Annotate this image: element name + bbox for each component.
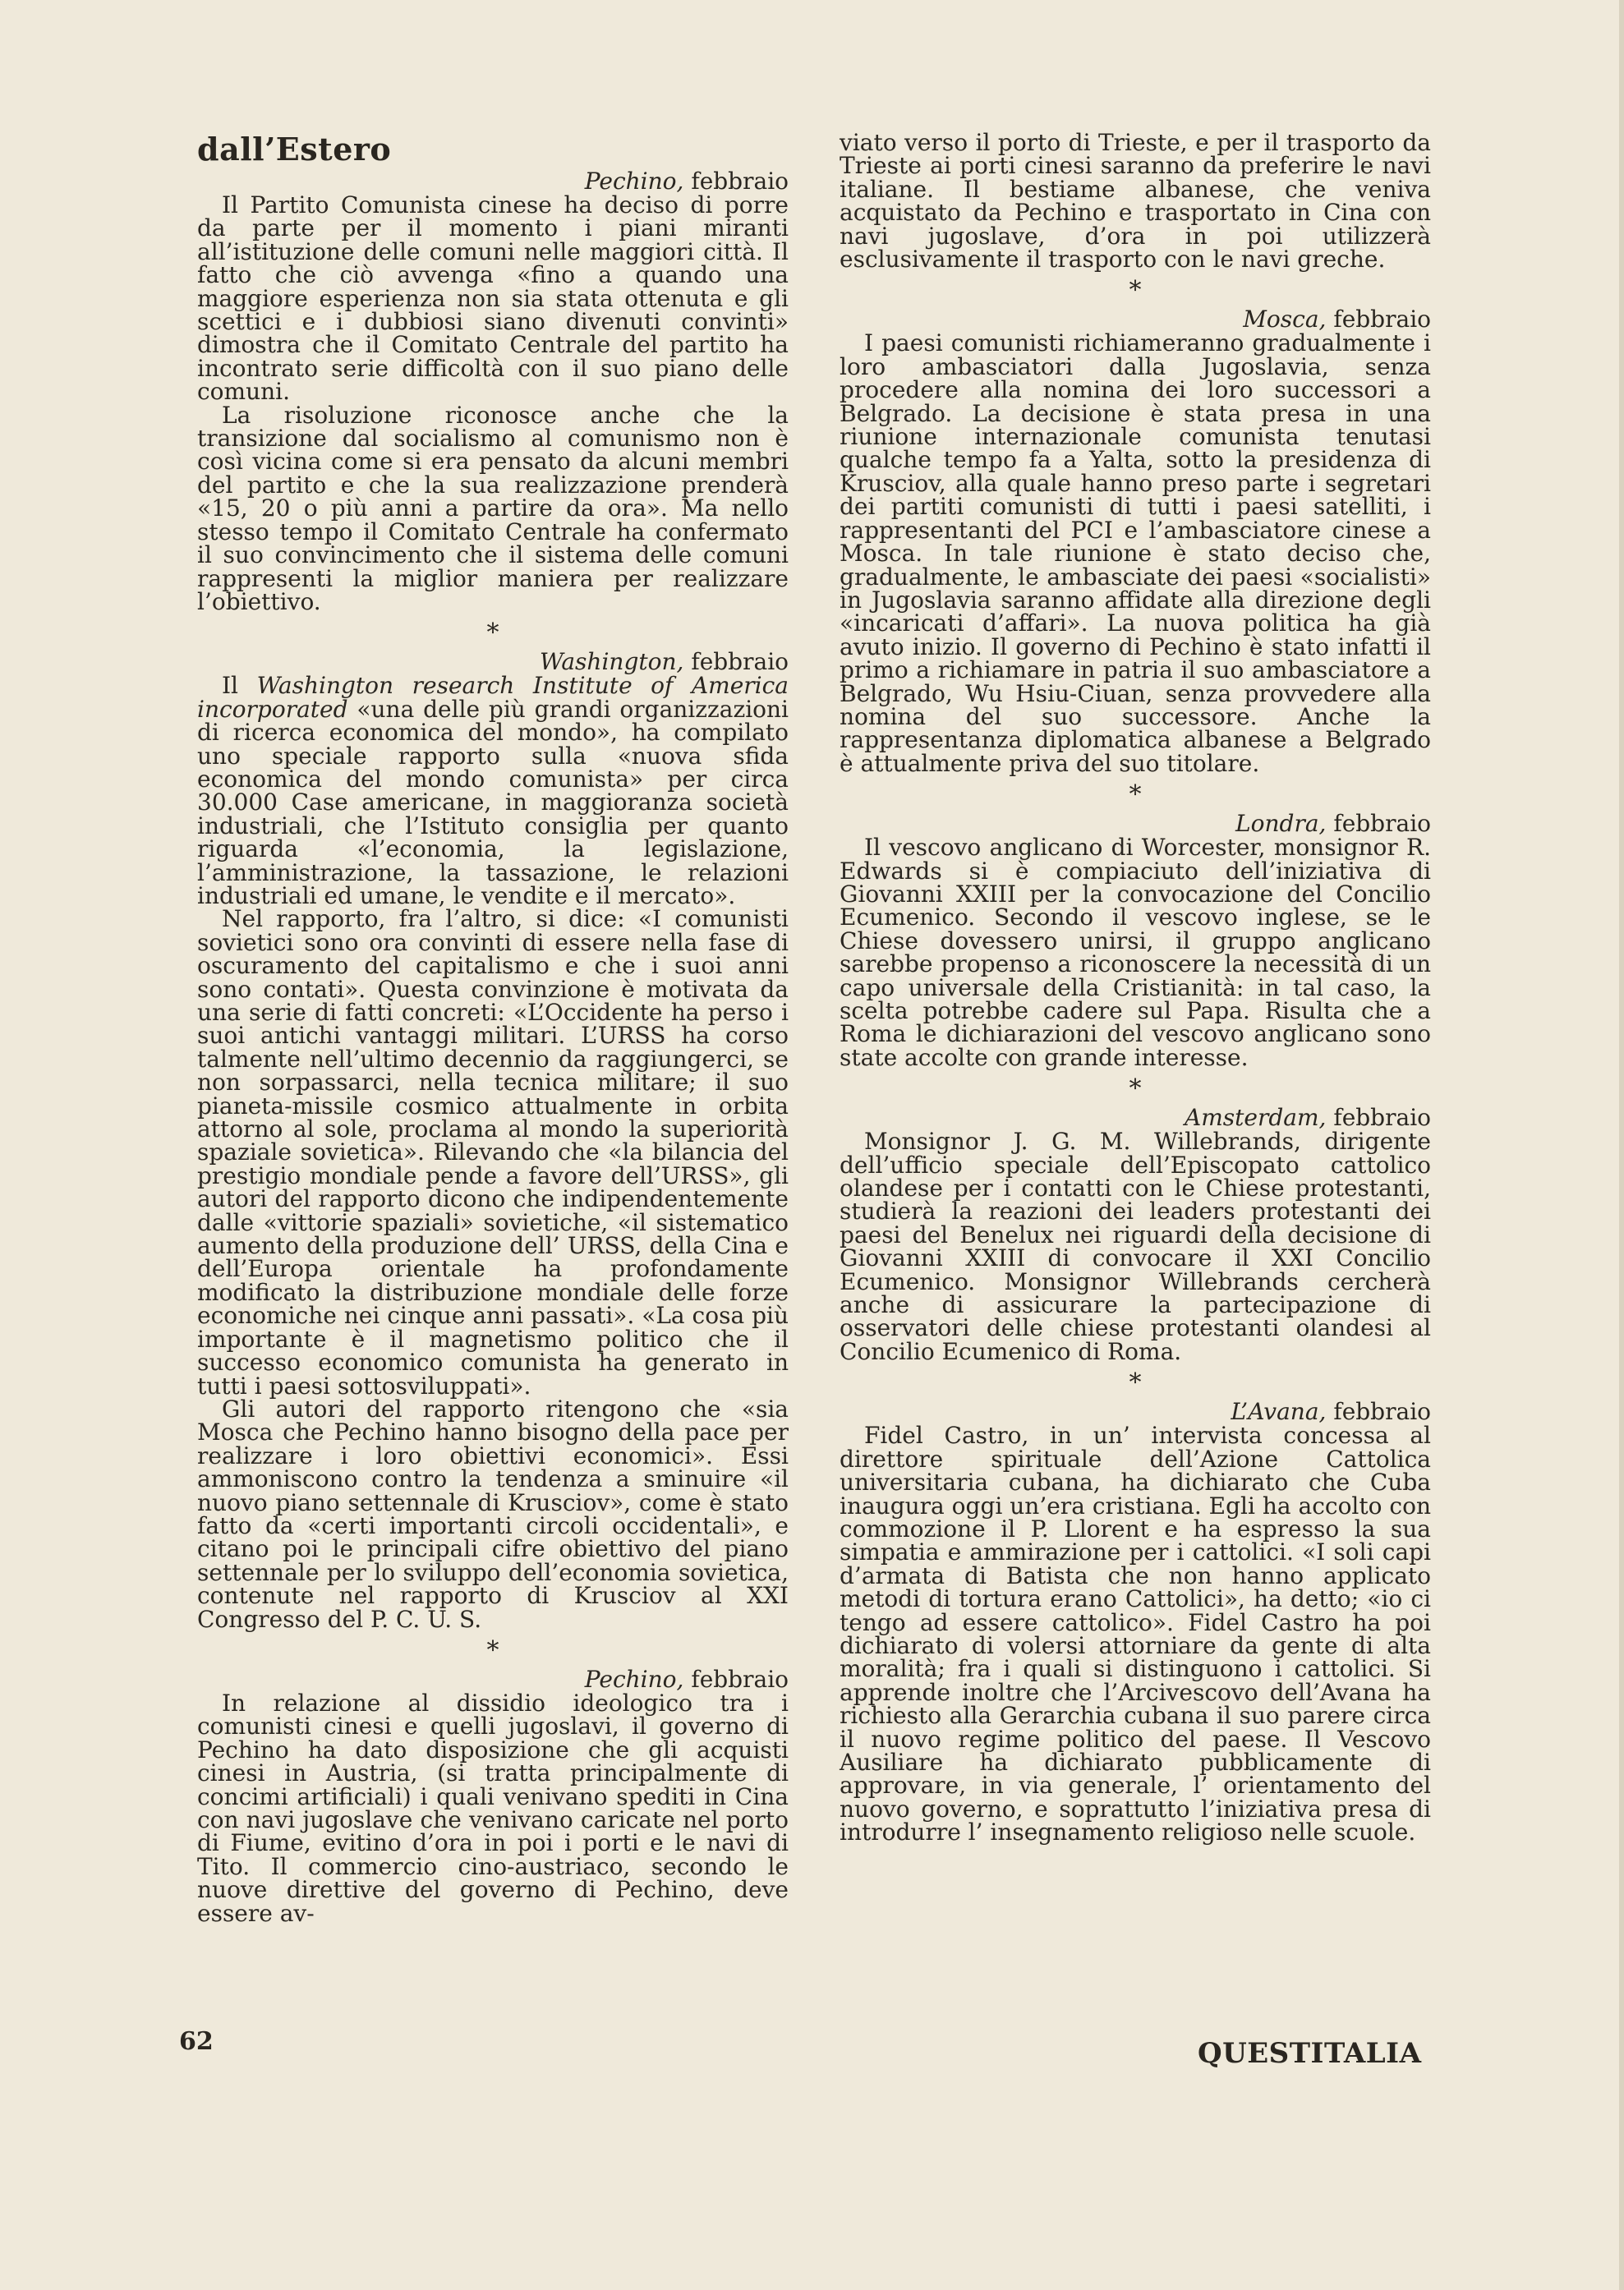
paragraph: Nel rapporto, fra l’altro, si dice: «I comunisti sovietici sono ora convinti di essere nella fase di oscuramento del capitalismo e che i suoi anni sono contati». Questa convinzione è motivata da una serie di fatti concreti: «L’Occidente ha perso i suoi antichi vantaggi militari. L’URSS ha corso talmente nell’ultimo decennio da raggiungerci, se non sorpassarci, nella tecnica militare; il suo pianeta-missile cosmico attualmente in orbita attorno al sole, proclama al mondo la superiorità spaziale sovietica». Rilevando che «la bilancia del prestigio mondiale pende a favore dell’URSS», gli autori del rapporto dicono che indipendentemente dalle «vittorie spaziali» sovietiche, «il sistematico aumento della produzione dell’ URSS, della Cina e dell’Europa orientale ha profondamente modificato la distribuzione mondiale delle forze economiche nei cinque anni passati». «La cosa più importante è il magnetismo politico che il successo economico comunista ha generato in tutti i paesi sottosviluppati». (197, 905, 789, 1400)
news-item-amsterdam (840, 1106, 1431, 1363)
dateline (197, 650, 789, 674)
paragraph-rest: «una delle più grandi organizzazioni di ricerca economica del mondo», ha compilato uno speciale rapporto sulla «nuova sfida economica del mondo comunista» per circa 30.000 Case americane, in maggioranza società industriali, che l’Istituto consiglia per quanto riguarda «l’economia, la legislazione, l’amministrazione, la tassazione, le relazioni industriali ed umane, le vendite e il mercato». (197, 695, 789, 909)
dateline-month: febbraio (691, 168, 789, 195)
paragraph: Monsignor J. G. M. Willebrands, dirigente dell’ufficio speciale dell’Episcopato cattolico olandese per i contatti con le Chiese protestanti, studierà la reazioni dei leaders protestanti dei paesi del Benelux nei riguardi della decisione di Giovanni XXIII di convocare il XXI Concilio Ecumenico. Monsignor Willebrands cercherà anche di assicurare la partecipazione di osservatori delle chiese protestanti olandesi al Concilio Ecumenico di Roma. (840, 1128, 1431, 1365)
dateline-month: febbraio (1333, 1398, 1431, 1426)
dateline (840, 307, 1431, 332)
news-item-avana (840, 1400, 1431, 1844)
dateline-place: Washington, (540, 648, 684, 676)
dateline-month: febbraio (1333, 810, 1431, 838)
dateline (840, 1106, 1431, 1130)
dateline (840, 812, 1431, 836)
news-item-pechino-1 (197, 169, 789, 614)
separator-asterisk: * (486, 618, 499, 648)
continued-paragraph: viato verso il porto di Trieste, e per il trasporto da Trieste ai porti cinesi saranno da preferire le navi italiane. Il bestiame albanese, che veniva acquistato da Pechino e trasportato in Cina con navi jugoslave, d’ora in poi utilizzerà esclusivamente il trasporto con le navi greche. (840, 129, 1431, 274)
news-item-londra (840, 812, 1431, 1069)
news-item-pechino-2 (197, 1667, 789, 1925)
news-item-washington (197, 650, 789, 1631)
dateline-month: febbraio (1333, 1104, 1431, 1132)
dateline-place: Amsterdam, (1185, 1104, 1327, 1132)
separator-asterisk: * (1129, 1074, 1142, 1104)
dateline-place: L’Avana, (1231, 1398, 1327, 1426)
paragraph: I paesi comunisti richiameranno gradualmente i loro ambasciatori dalla Jugoslavia, senza procedere alla nomina dei loro successori a Belgrado. La decisione è stata presa in una riunione internazionale comunista tenutasi qualche tempo fa a Yalta, sotto la presidenza di Krusciov, alla quale hanno preso parte i segretari dei partiti comunisti di tutti i paesi satelliti, i rappresentanti del PCI e l’ambasciatore cinese a Mosca. In tale riunione è stato deciso che, gradualmente, le ambasciate dei paesi «socialisti» in Jugoslavia saranno affidate alla direzione degli «incaricati d’affari». La nuova politica ha già avuto inizio. Il governo di Pechino è stato infatti il primo a richiamare in patria il suo ambasciatore a Belgrado, Wu Hsiu-Ciuan, senza provvedere alla nomina del suo successore. Anche la rappresentanza diplomatica albanese a Belgrado è attualmente priva del suo titolare. (840, 329, 1431, 777)
paragraph: Il Partito Comunista cinese ha deciso di porre da parte per il momento i piani miranti all’istituzione delle comuni nelle maggiori città. Il fatto che ciò avvenga «fino a quando una maggiore esperienza non sia stata ottenuta e gli scettici e i dubbiosi siano divenuti convinti» dimostra che il Comitato Centrale del partito ha incontrato serie difficoltà con il suo piano delle comuni. (197, 191, 789, 406)
paragraph: In relazione al dissidio ideologico tra i comunisti cinesi e quelli jugoslavi, il governo di Pechino ha dato disposizione che gli acquisti cinesi in Austria, (si tratta principalmente di concimi artificiali) i quali venivano spediti in Cina con navi jugoslave che venivano caricate nel porto di Fiume, evitino d’ora in poi i porti e le navi di Tito. Il commercio cino-austriaco, secondo le nuove direttive del governo di Pechino, deve essere av- (197, 1689, 789, 1927)
right-column (840, 131, 1431, 1848)
dateline-place: Londra, (1235, 810, 1327, 838)
paragraph: Fidel Castro, in un’ intervista concessa al direttore spirituale dell’Azione Cattolica universitaria cubana, ha dichiarato che Cuba inaugura oggi un’era cristiana. Egli ha accolto con commozione il P. Llorent e ha espresso la sua simpatia e ammirazione per i cattolici. «I soli capi d’armata di Batista che non hanno applicato metodi di tortura erano Cattolici», ha detto; «io ci tengo ad essere cattolico». Fidel Castro ha poi dichiarato di volersi attorniare da gente di alta moralità; fra i quali si distinguono i cattolici. Si apprende inoltre che l’Arcivescovo dell’Avana ha richiesto alla Gerarchia cubana il suo parere circa il nuovo regime politico del paese. Il Vescovo Ausiliare ha dichiarato pubblicamente di approvare, in via generale, l’ orientamento del nuovo governo, e soprattutto l’iniziativa presa di introdurre l’ insegnamento religioso nelle scuole. (840, 1422, 1431, 1846)
column-title: dall’Estero (197, 131, 392, 168)
dateline-place: Pechino, (584, 168, 684, 195)
separator-asterisk: * (1129, 1368, 1142, 1398)
news-item-mosca (840, 307, 1431, 775)
institute-name: Washington research Institute of America incorporated (197, 672, 789, 723)
separator-asterisk: * (486, 1635, 499, 1665)
separator-asterisk: * (1129, 780, 1142, 810)
dateline-month: febbraio (1333, 306, 1431, 333)
paragraph (197, 674, 789, 908)
magazine-name: QUESTITALIA (1198, 2037, 1422, 2070)
paragraph: Il vescovo anglicano di Worcester, monsignor R. Edwards si è compiaciuto dell’iniziativa di Giovanni XXIII per la convocazione del Concilio Ecumenico. Secondo il vescovo inglese, se le Chiese dovessero unirsi, il gruppo anglicano sarebbe propenso a riconoscere la necessità di un capo universale della Cristianità: in tal caso, la scelta potrebbe cadere sul Papa. Risulta che a Roma le dichiarazioni del vescovo anglicano sono state accolte con grande interesse. (840, 834, 1431, 1071)
dateline (197, 1667, 789, 1692)
paragraph-prefix: Il (222, 672, 239, 700)
dateline-place: Mosca, (1243, 306, 1327, 333)
dateline-month: febbraio (691, 648, 789, 676)
paragraph: Gli autori del rapporto ritengono che «sia Mosca che Pechino hanno bisogno della pace per realizzare i loro obiettivi economici». Essi ammoniscono contro la tendenza a sminuire «il nuovo piano settennale di Krusciov», come è stato fatto da «certi importanti circoli occidentali», e citano poi le principali cifre obiettivo del piano settennale per lo sviluppo dell’economia sovietica, contenute nel rapporto di Krusciov al XXI Congresso del P. C. U. S. (197, 1395, 789, 1633)
dateline-place: Pechino, (584, 1665, 684, 1693)
page-number: 62 (179, 2027, 214, 2056)
paragraph: La risoluzione riconosce anche che la transizione dal socialismo al comunismo non è così vicina come si era pensato da alcuni membri del partito e che la sua realizzazione prenderà «15, 20 o più anni a partire da ora». Ma nello stesso tempo il Comitato Centrale ha confermato il suo convincimento che il sistema delle comuni rappresenti la miglior maniera per realizzare l’obiettivo. (197, 401, 789, 615)
separator-asterisk: * (1129, 276, 1142, 306)
dateline (840, 1400, 1431, 1424)
left-column (197, 131, 789, 1929)
dateline-month: febbraio (691, 1665, 789, 1693)
dateline (197, 169, 789, 194)
